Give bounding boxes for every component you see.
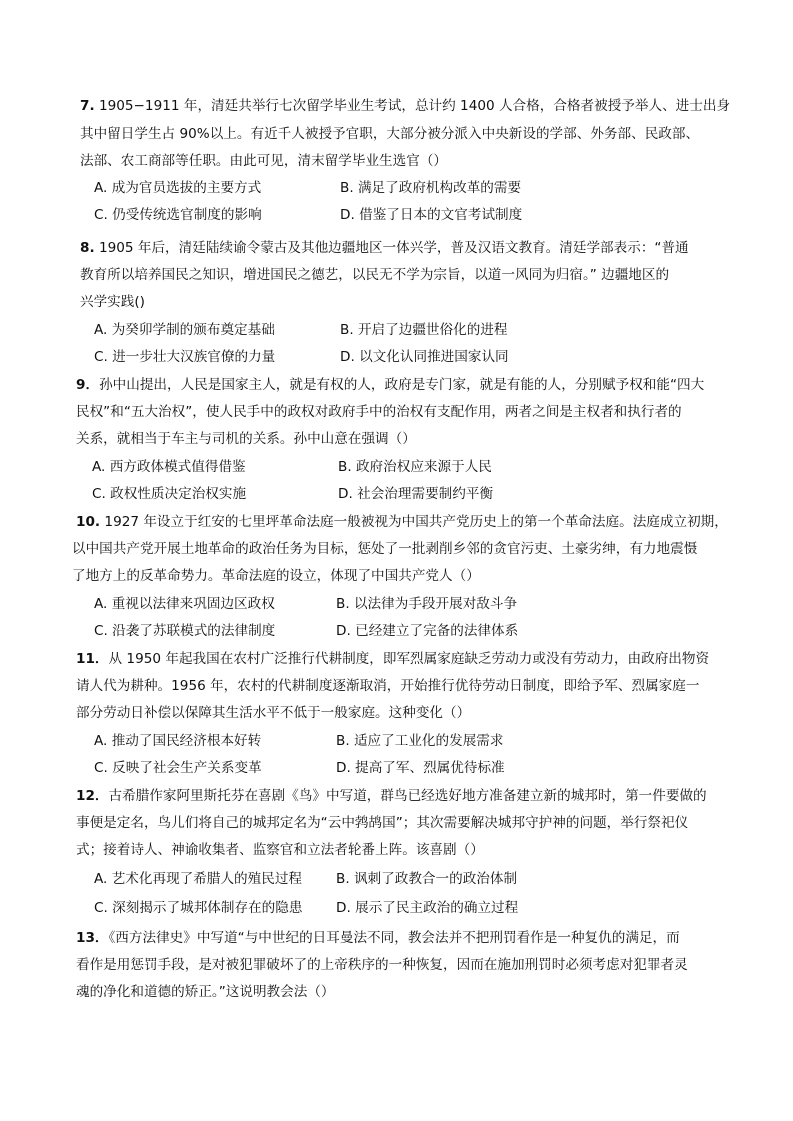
q9-option-b: B. 政府治权应来源于人民	[338, 459, 492, 475]
q11-line-1	[76, 649, 709, 669]
q8-text-1: 1905 年后，清廷陆续谕令蒙古及其他边疆地区一体兴学，普及汉语文教育。清廷学部表示：“普通	[94, 240, 689, 256]
q11-line-2: 请人代为耕种。1956 年，农村的代耕制度逐渐取消，开始推行优待劳动日制度，即给予军、烈属家庭一	[76, 678, 700, 694]
q12-option-d: D. 展示了民主政治的确立过程	[336, 900, 519, 916]
q13-line-3: 魂的净化和道德的矫正。”这说明教会法（）	[76, 984, 335, 1000]
q11-number: 11．	[76, 651, 109, 667]
q9-text-1: 孙中山提出，人民是国家主人，就是有权的人，政府是专门家，就是有能的人，分别赋予权和能“四大	[99, 377, 705, 393]
q12-line-3: 式；接着诗人、神谕收集者、监察官和立法者轮番上阵。该喜剧（）	[76, 842, 484, 858]
q7-line-1	[80, 96, 730, 116]
q12-option-c: C. 深刻揭示了城邦体制存在的隐患	[94, 900, 303, 916]
q7-option-a: A. 成为官员选拔的主要方式	[94, 180, 262, 196]
q7-number: 7.	[80, 98, 95, 114]
q8-line-1	[80, 238, 689, 258]
q9-line-2: 民权”和“五大治权”，使人民手中的政权对政府手中的治权有支配作用，两者之间是主权者和执行者的	[76, 404, 682, 420]
q11-text-1: 从 1950 年起我国在农村广泛推行代耕制度，即军烈属家庭缺乏劳动力或没有劳动力，由政府出物资	[108, 651, 710, 667]
q12-text-1: 古希腊作家阿里斯托芬在喜剧《鸟》中写道，群鸟已经选好地方准备建立新的城邦时，第一件要做的	[108, 788, 707, 804]
q11-option-b: B. 适应了工业化的发展需求	[336, 733, 504, 749]
q12-number: 12．	[76, 788, 109, 804]
q11-option-a: A. 推动了国民经济根本好转	[94, 733, 262, 749]
q10-option-b: B. 以法律为手段开展对敌斗争	[336, 596, 518, 612]
q9-line-1	[76, 375, 704, 395]
q12-line-1	[76, 786, 707, 806]
q11-option-c: C. 反映了社会生产关系变革	[94, 760, 262, 776]
q10-number: 10.	[76, 514, 101, 530]
q7-option-c: C. 仍受传统选官制度的影响	[94, 207, 262, 223]
q13-text-1: 《西方法律史》中写道“与中世纪的日耳曼法不同，教会法并不把刑罚看作是一种复仇的满足，而	[108, 930, 680, 946]
q10-option-c: C. 沿袭了苏联模式的法律制度	[94, 623, 276, 639]
q8-line-2: 教育所以培养国民之知识，增进国民之德艺，以民无不学为宗旨，以道一风同为归宿。” 边疆地区的	[80, 267, 670, 283]
q10-option-d: D. 已经建立了完备的法律体系	[336, 623, 519, 639]
q11-option-d: D. 提高了军、烈属优待标准	[336, 760, 505, 776]
q9-option-a: A. 西方政体模式值得借鉴	[92, 459, 246, 475]
q9-number: 9．	[76, 377, 100, 393]
q7-text-1: 1905−1911 年，清廷共举行七次留学毕业生考试，总计约 1400 人合格，合格者被授予举人、进士出身	[94, 98, 731, 114]
q7-line-2: 其中留日学生占 90%以上。有近千人被授予官职，大部分被分派入中央新设的学部、外务部、民政部、	[80, 126, 700, 142]
q7-line-3: 法部、农工商部等任职。由此可见，清末留学毕业生选官（）	[80, 153, 448, 169]
q8-option-a: A. 为癸卯学制的颁布奠定基础	[94, 322, 275, 338]
q7-option-b: B. 满足了政府机构改革的需要	[340, 180, 522, 196]
q9-line-3: 关系，就相当于车主与司机的关系。孙中山意在强调（）	[76, 431, 416, 447]
q10-line-1	[76, 512, 728, 532]
q10-line-3: 了地方上的反革命势力。革命法庭的设立，体现了中国共产党人（）	[72, 568, 480, 584]
q9-option-c: C. 政权性质决定治权实施	[92, 486, 247, 502]
q8-line-3: 兴学实践()	[80, 294, 145, 310]
q12-option-a: A. 艺术化再现了希腊人的殖民过程	[94, 871, 303, 887]
q12-option-b: B. 讽刺了政教合一的政治体制	[336, 871, 518, 887]
q11-line-3: 部分劳动日补偿以保障其生活水平不低于一般家庭。这种变化（）	[76, 705, 471, 721]
q8-option-d: D. 以文化认同推进国家认同	[340, 349, 509, 365]
q7-option-d: D. 借鉴了日本的文官考试制度	[340, 207, 523, 223]
q8-option-c: C. 进一步壮大汉族官僚的力量	[94, 349, 276, 365]
q13-number: 13．	[76, 930, 109, 946]
q12-line-2: 事便是定名，鸟儿们将自己的城邦定名为“云中鹁鸪国”；其次需要解决城邦守护神的问题，举行祭祀仪	[76, 815, 689, 831]
q8-option-b: B. 开启了边疆世俗化的进程	[340, 322, 508, 338]
q13-line-1	[76, 928, 680, 948]
q9-option-d: D. 社会治理需要制约平衡	[338, 486, 494, 502]
q10-option-a: A. 重视以法律来巩固边区政权	[94, 596, 275, 612]
q10-line-2: 以中国共产党开展土地革命的政治任务为目标，惩处了一批剥削乡邻的贪官污吏、土豪劣绅，有力地震慑	[72, 541, 698, 557]
q10-text-1: 1927 年设立于红安的七里坪革命法庭一般被视为中国共产党历史上的第一个革命法庭。法庭成立初期，	[100, 514, 728, 530]
q8-number: 8.	[80, 240, 95, 256]
q13-line-2: 看作是用惩罚手段，是对被犯罪破坏了的上帝秩序的一种恢复，因而在施加刑罚时必须考虑对犯罪者灵	[76, 957, 688, 973]
